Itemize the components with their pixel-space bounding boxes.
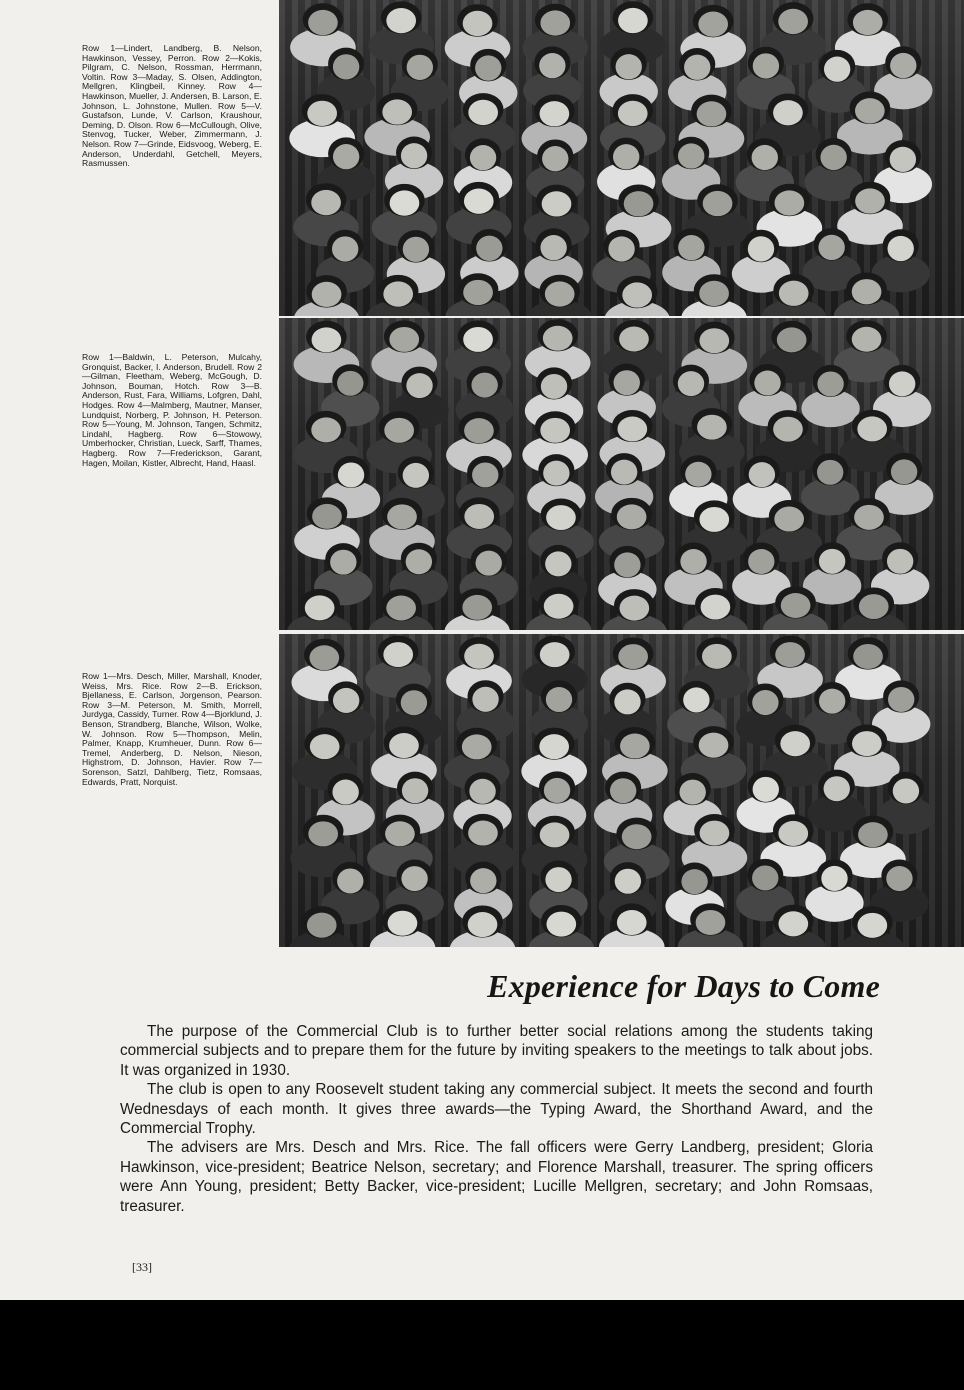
person-face	[383, 642, 413, 667]
person-face	[468, 820, 498, 845]
person-face	[385, 821, 415, 846]
person-face	[618, 8, 648, 33]
person-face	[388, 911, 418, 936]
person-face	[889, 371, 915, 396]
person-face	[545, 867, 571, 892]
person-face	[540, 235, 566, 260]
person-face	[618, 101, 648, 126]
person-face	[698, 11, 728, 36]
person-face	[781, 593, 811, 618]
person-face	[819, 549, 845, 574]
person-face	[890, 147, 916, 172]
person-face	[389, 733, 419, 758]
person-face	[472, 687, 498, 712]
person-face	[619, 596, 649, 621]
person-face	[699, 733, 729, 758]
person-face	[775, 642, 805, 667]
person-face	[619, 327, 649, 352]
person-face	[330, 550, 356, 575]
person-face	[891, 459, 917, 484]
group-photo-1	[279, 0, 964, 316]
person-face	[401, 143, 427, 168]
person-face	[311, 417, 341, 442]
person-face	[332, 236, 358, 261]
person-face	[888, 236, 914, 261]
person-face	[824, 776, 850, 801]
person-face	[308, 10, 338, 35]
person-face	[622, 824, 652, 849]
person-face	[464, 189, 494, 214]
person-face	[753, 53, 779, 78]
person-face	[697, 101, 727, 126]
person-face	[333, 144, 359, 169]
person-face	[678, 143, 704, 168]
person-face	[333, 688, 359, 713]
person-face	[703, 191, 733, 216]
person-face	[386, 596, 416, 621]
person-face	[824, 57, 850, 82]
person-face	[337, 868, 363, 893]
person-face	[544, 594, 574, 619]
photo-caption-3	[82, 672, 262, 787]
person-face	[853, 644, 883, 669]
person-face	[699, 281, 729, 306]
person-face	[821, 866, 847, 891]
person-face	[614, 370, 640, 395]
person-face	[546, 912, 576, 937]
person-face	[753, 777, 779, 802]
caption-text-1: Row 1—Lindert, Landberg, B. Nelson, Hawkinson, Vessey, Perron. Row 2—Kokis, Pilgram, C. Nelson, Rossman, Herrmann, Voltin. Row 3—Maday, S. Olsen, Addington, Mellgren, Klingbeil, Kinney. Row 4—Hawkinson, Mueller, J. Andersen, B. Larson, E. Johnson, L. Johnstone, Mullen. Row 5—V. Gustafson, Lunde, V. Carlson, Kraushour, Deming, D. Olson. Row 6—McCullough, Olive, Stenvog, Tucker, Weber, Zimmermann, J. Nelson. Row 7—Grinde, Eidsvoog, Weberg, E. Anderson, Underdahl, Getchell, Meyers, Rasmussen.	[82, 43, 262, 169]
person-face	[749, 462, 775, 487]
person-face	[403, 463, 429, 488]
person-face	[333, 54, 359, 79]
person-face	[778, 821, 808, 846]
person-face	[463, 11, 493, 36]
person-face	[407, 55, 433, 80]
group-members-2	[279, 318, 964, 630]
person-face	[332, 780, 358, 805]
person-face	[307, 913, 337, 938]
person-face	[853, 10, 883, 35]
person-face	[468, 912, 498, 937]
person-face	[684, 55, 710, 80]
article-heading: Experience for Days to Come	[487, 968, 880, 1004]
person-face	[777, 327, 807, 352]
person-face	[615, 869, 641, 894]
person-face	[820, 145, 846, 170]
group-photo-3	[279, 634, 964, 947]
person-face	[620, 734, 650, 759]
person-face	[754, 371, 780, 396]
person-face	[893, 778, 919, 803]
person-face	[857, 416, 887, 441]
person-face	[464, 504, 494, 529]
person-face	[618, 644, 648, 669]
person-face	[308, 821, 338, 846]
person-face	[778, 9, 808, 34]
person-face	[886, 866, 912, 891]
paragraph: The advisers are Mrs. Desch and Mrs. Rice. The fall officers were Gerry Landberg, president; Gloria Hawkinson, vice-president; Beatrice Nelson, secretary; and Florence Marshall, treasurer. The spring officers were Ann Young, president; Betty Backer, vice-president; Lucille Mellgren, secretary; and John Romsaas, treasurer.	[120, 1139, 873, 1215]
person-face	[887, 549, 913, 574]
person-face	[545, 551, 571, 576]
person-face	[610, 778, 636, 803]
person-face	[402, 778, 428, 803]
person-face	[464, 644, 494, 669]
photo-caption-1	[82, 44, 262, 169]
caption-text-2: Row 1—Baldwin, L. Peterson, Mulcahy, Gronquist, Backer, I. Anderson, Brudell. Row 2—Gilman, Fleetham, Weberg, McGough, D. Johnson, Bouman, Hotch. Row 3—B. Anderson, Rust, Fara, Williams, Lofgren, Dahl, Hodges. Row 4—Malmberg, Mautner, Manser, Lundquist, Norberg, P. Johnson, H. Peterson. Row 5—Young, M. Johnson, Tangen, Schmitz, Lindahl, Hagberg. Row 6—Stowowy, Umberhocker, Christian, Lueck, Sarff, Thames, Hagberg. Row 7—Frederickson, Garant, Hagen, Moilan, Kistler, Albrecht, Hand, Haasl.	[82, 352, 262, 468]
person-face	[699, 328, 729, 353]
person-face	[818, 235, 844, 260]
person-face	[854, 505, 884, 530]
person-face	[384, 418, 414, 443]
bottom-bar	[0, 1300, 964, 1390]
person-face	[852, 731, 882, 756]
group-members-1	[279, 0, 964, 316]
person-face	[387, 504, 417, 529]
group-members-3	[279, 634, 964, 947]
paragraph: The club is open to any Roosevelt student taking any commercial subject. It meets the second and fourth Wednesdays of each month. It gives three awards—the Typing Award, the Shorthand Award, and the Commercial Trophy.	[120, 1081, 873, 1138]
person-face	[468, 100, 498, 125]
person-face	[540, 642, 570, 667]
person-face	[780, 731, 810, 756]
paragraph: The purpose of the Commercial Club is to further better social relations among the students taking commercial subjects and to prepare them for the future by inviting speakers to the meetings to talk about jobs. It was organized in 1930.	[120, 1023, 873, 1079]
person-face	[617, 504, 647, 529]
person-face	[617, 417, 647, 442]
person-face	[406, 373, 432, 398]
photo-caption-2	[82, 353, 262, 468]
person-face	[471, 373, 497, 398]
person-face	[312, 282, 342, 307]
person-face	[463, 280, 493, 305]
person-face	[401, 866, 427, 891]
person-face	[817, 460, 843, 485]
person-face	[540, 822, 570, 847]
person-face	[540, 101, 570, 126]
group-photo-2	[279, 318, 964, 630]
person-face	[699, 507, 729, 532]
person-face	[748, 236, 774, 261]
person-face	[476, 551, 502, 576]
person-face	[611, 460, 637, 485]
person-face	[310, 734, 340, 759]
person-face	[680, 780, 706, 805]
person-face	[859, 594, 889, 619]
person-face	[613, 144, 639, 169]
person-face	[748, 549, 774, 574]
person-face	[775, 190, 805, 215]
person-face	[464, 418, 494, 443]
person-face	[855, 188, 885, 213]
person-face	[608, 236, 634, 261]
person-face	[401, 690, 427, 715]
person-face	[685, 462, 711, 487]
person-face	[311, 190, 341, 215]
person-face	[305, 595, 335, 620]
person-face	[307, 101, 337, 126]
person-face	[774, 507, 804, 532]
person-face	[855, 98, 885, 123]
person-face	[382, 99, 412, 124]
person-face	[852, 279, 882, 304]
person-face	[752, 865, 778, 890]
person-face	[475, 55, 501, 80]
person-face	[858, 913, 888, 938]
person-face	[389, 327, 419, 352]
person-face	[683, 687, 709, 712]
person-face	[543, 461, 569, 486]
person-face	[681, 869, 707, 894]
person-face	[406, 549, 432, 574]
person-face	[701, 595, 731, 620]
person-face	[541, 374, 567, 399]
person-face	[852, 327, 882, 352]
person-face	[546, 687, 572, 712]
person-face	[544, 778, 570, 803]
caption-text-3: Row 1—Mrs. Desch, Miller, Marshall, Knoder, Weiss, Mrs. Rice. Row 2—B. Erickson, Bjellaness, E. Carlson, Jorgenson, Pearson. Row 3—M. Peterson, M. Smith, Morrell, Jurdyga, Cassidy, Turner. Row 4—Bjorklund, J. Benson, Strandberg, Blanche, Wilson, Wolke, W. Johnson. Row 5—Thompson, Melin, Palmer, Knapp, Krumheuer, Dunn. Row 6—Tremel, Anderberg, D. Nelson, Nieson, Highstrom, D. Johnson, Havier. Row 7—Sorenson, Satzl, Dahlberg, Tietz, Romsaas, Edwards, Pratt, Norquist.	[82, 671, 262, 787]
person-face	[617, 910, 647, 935]
person-face	[312, 504, 342, 529]
person-face	[702, 644, 732, 669]
person-face	[680, 549, 706, 574]
person-face	[539, 53, 565, 78]
person-face	[697, 415, 727, 440]
person-face	[470, 868, 496, 893]
person-face	[773, 100, 803, 125]
person-face	[858, 822, 888, 847]
person-face	[614, 552, 640, 577]
person-face	[312, 327, 342, 352]
person-face	[773, 417, 803, 442]
person-face	[542, 146, 568, 171]
article-body	[120, 1022, 873, 1216]
person-face	[386, 8, 416, 33]
person-face	[817, 371, 843, 396]
person-face	[403, 237, 429, 262]
person-face	[463, 327, 493, 352]
person-face	[614, 689, 640, 714]
person-face	[542, 191, 572, 216]
person-face	[338, 462, 364, 487]
person-face	[469, 779, 495, 804]
person-face	[752, 145, 778, 170]
person-face	[696, 910, 726, 935]
person-face	[700, 821, 730, 846]
person-face	[539, 734, 569, 759]
person-face	[778, 911, 808, 936]
person-face	[462, 595, 492, 620]
person-face	[624, 191, 654, 216]
person-face	[390, 190, 420, 215]
person-face	[888, 687, 914, 712]
person-face	[543, 326, 573, 351]
person-face	[545, 281, 575, 306]
page-number: [33]	[132, 1260, 152, 1274]
person-face	[752, 690, 778, 715]
person-face	[678, 235, 704, 260]
person-face	[462, 734, 492, 759]
person-face	[476, 236, 502, 261]
person-face	[819, 689, 845, 714]
person-face	[337, 371, 363, 396]
person-face	[622, 282, 652, 307]
person-face	[546, 505, 576, 530]
person-face	[779, 281, 809, 306]
person-face	[383, 281, 413, 306]
person-face	[890, 53, 916, 78]
person-face	[309, 645, 339, 670]
person-face	[472, 462, 498, 487]
person-face	[540, 418, 570, 443]
person-face	[470, 145, 496, 170]
person-face	[616, 54, 642, 79]
person-face	[540, 10, 570, 35]
person-face	[678, 371, 704, 396]
